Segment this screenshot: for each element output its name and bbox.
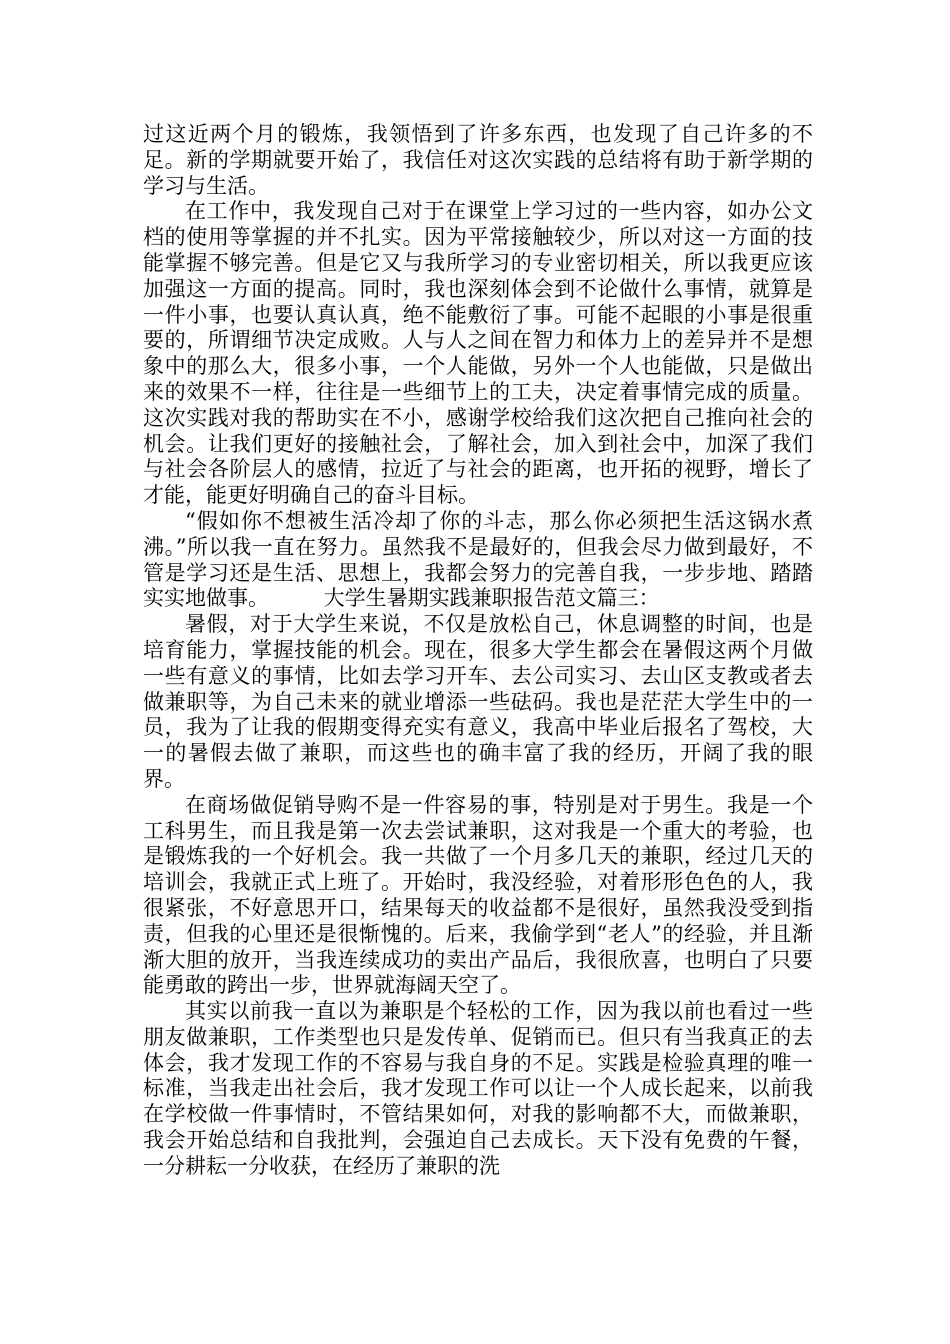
paragraph-part-time-insight: 其实以前我一直以为兼职是个轻松的工作，因为我以前也看过一些朋友做兼职，工作类型也只是发传单、促销而已。但只有当我真正的去体会，我才发现工作的不容易与我自身的不足。实践是检验真理的唯一标准，当我走出社会后，我才发现工作可以让一个人成长起来，以前我在学校做一件事情时，不管结果如何，对我的影响都不大，而做兼职，我会开始总结和自我批判，会强迫自己去成长。天下没有免费的午餐，一分耕耘一分收获，在经历了兼职的洗 (143, 999, 813, 1178)
paragraph-mall-promotion: 在商场做促销导购不是一件容易的事，特别是对于男生。我是一个工科男生，而且我是第一次去尝试兼职，这对我是一个重大的考验，也是锻炼我的一个好机会。我一共做了一个月多几天的兼职，经过几天的培训会，我就正式上班了。开始时，我没经验，对着形形色色的人，我很紧张，不好意思开口，结果每天的收益都不是很好，虽然我没受到指责，但我的心里还是很惭愧的。后来，我偷学到“老人”的经验，并且渐渐大胆的放开，当我连续成功的卖出产品后，我很欣喜，也明白了只要能勇敢的跨出一步，世界就海阔天空了。 (143, 792, 813, 998)
paragraph-intro-continued: 过这近两个月的锻炼，我领悟到了许多东西，也发现了自己许多的不足。新的学期就要开始了，我信任对这次实践的总结将有助于新学期的学习与生活。 (143, 122, 813, 198)
paragraph-quote (143, 509, 813, 612)
document-page (143, 122, 813, 1180)
section-heading-part-three: 大学生暑期实践兼职报告范文篇三： (323, 586, 660, 611)
paragraph-quote-text: “假如你不想被生活冷却了你的斗志，那么你必须把生活这锅水煮沸。”所以我一直在努力。虽然我不是最好的，但我会尽力做到最好，不管是学习还是生活、思想上，我都会努力的完善自我，一步步地、踏踏实实地做事。 (143, 508, 813, 611)
paragraph-work-reflection: 在工作中，我发现自己对于在课堂上学习过的一些内容，如办公文档的使用等掌握的并不扎实。因为平常接触较少，所以对这一方面的技能掌握不够完善。但是它又与我所学习的专业密切相关，所以我更应该加强这一方面的提高。同时，我也深刻体会到不论做什么事情，就算是一件小事，也要认真认真，绝不能敷衍了事。可能不起眼的小事是很重要的，所谓细节决定成败。人与人之间在智力和体力上的差异并不是想象中的那么大，很多小事，一个人能做，另外一个人也能做，只是做出来的效果不一样，往往是一些细节上的工夫，决定着事情完成的质量。这次实践对我的帮助实在不小，感谢学校给我们这次把自己推向社会的机会。让我们更好的接触社会，了解社会，加入到社会中，加深了我们与社会各阶层人的感情，拉近了与社会的距离，也开拓的视野，增长了才能，能更好明确自己的奋斗目标。 (143, 199, 813, 508)
paragraph-summer-vacation: 暑假，对于大学生来说，不仅是放松自己，休息调整的时间，也是培育能力，掌握技能的机会。现在，很多大学生都会在暑假这两个月做一些有意义的事情，比如去学习开车、去公司实习、去山区支教或者去做兼职等，为自己未来的就业增添一些砝码。我也是茫茫大学生中的一员，我为了让我的假期变得充实有意义，我高中毕业后报名了驾校，大一的暑假去做了兼职，而这些也的确丰富了我的经历，开阔了我的眼界。 (143, 612, 813, 791)
